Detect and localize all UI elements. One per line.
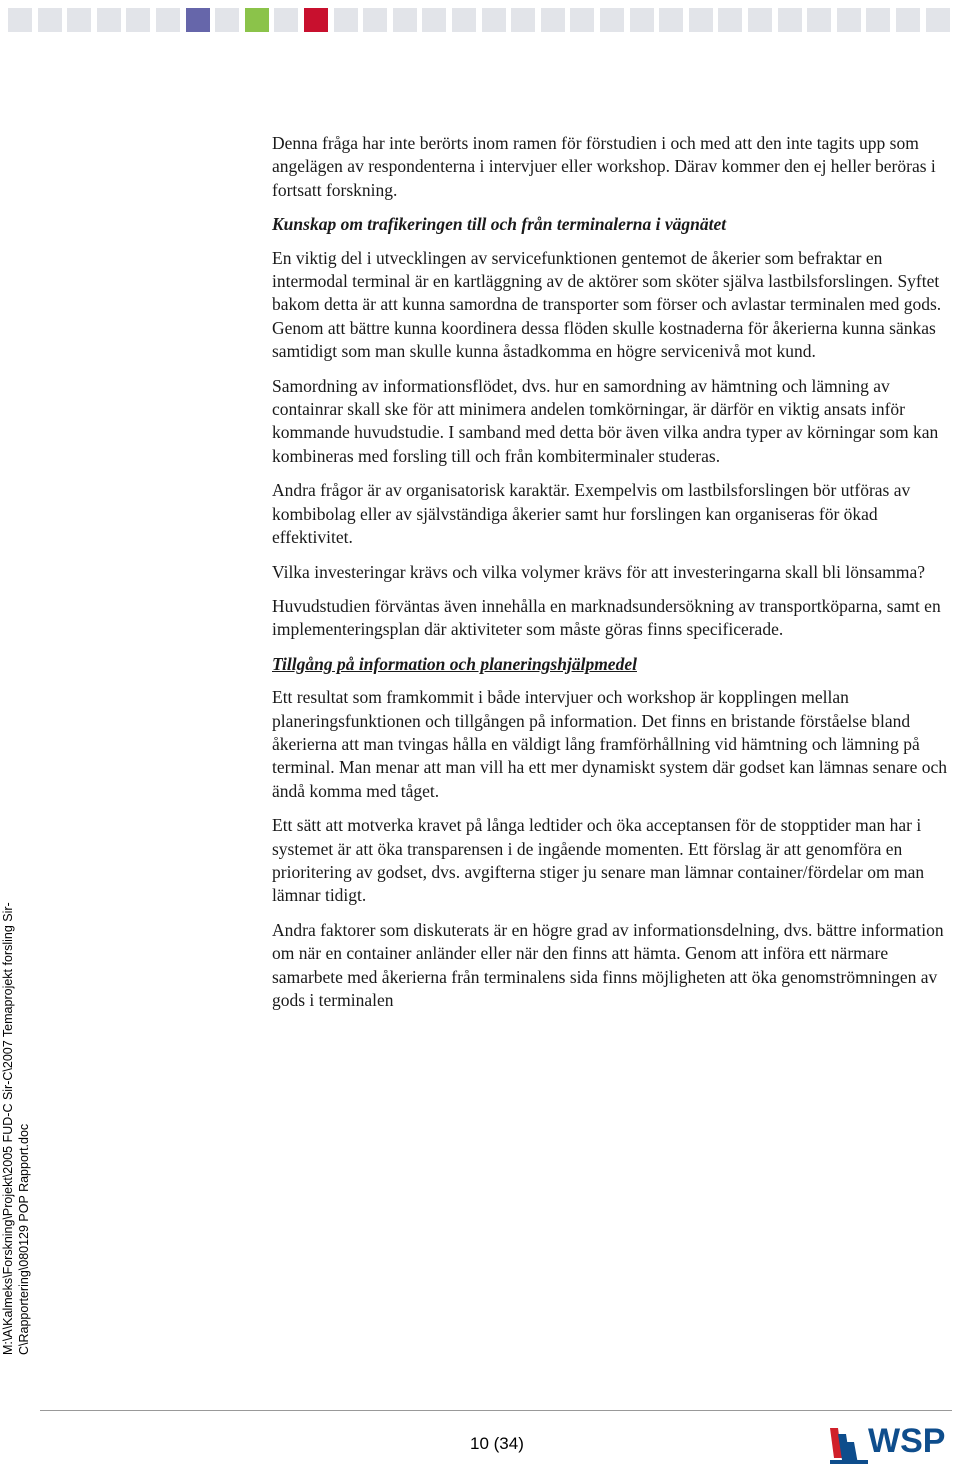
section-heading: Kunskap om trafikeringen till och från terminalerna i vägnätet bbox=[272, 214, 727, 235]
logo-text: WSP bbox=[868, 1422, 946, 1460]
section-heading: Tillgång på information och planeringshjälpmedel bbox=[272, 653, 637, 674]
paragraph: Andra faktorer som diskuterats är en högre grad av informationsdelning, dvs. bättre information om när en container anländer eller när den finns att hämta. Genom att införa ett närmare samarbete med åkerierna från terminalens sida finns möjligheten att öka genomströmningen av gods i terminalen bbox=[272, 919, 944, 1010]
header-color-square bbox=[837, 8, 861, 32]
header-color-square bbox=[748, 8, 772, 32]
header-color-square bbox=[778, 8, 802, 32]
footer-divider bbox=[40, 1410, 952, 1411]
header-color-square bbox=[866, 8, 890, 32]
header-color-square bbox=[807, 8, 831, 32]
header-color-square bbox=[452, 8, 476, 32]
header-color-square bbox=[67, 8, 91, 32]
header-color-square bbox=[97, 8, 121, 32]
header-color-square bbox=[126, 8, 150, 32]
paragraph: Denna fråga har inte berörts inom ramen för förstudien i och med att den inte tagits upp som angelägen av respondenterna i intervjuer eller workshop. Därav kommer den ej heller beröras i fortsatt forskning. bbox=[272, 133, 936, 200]
header-color-square bbox=[422, 8, 446, 32]
header-color-square bbox=[659, 8, 683, 32]
header-color-square bbox=[926, 8, 950, 32]
paragraph: Huvudstudien förväntas även innehålla en marknadsundersökning av transportköparna, samt en implementeringsplan där aktiviteter som måste göras finns specificerade. bbox=[272, 595, 941, 640]
header-color-square bbox=[570, 8, 594, 32]
paragraph: Samordning av informationsflödet, dvs. hur en samordning av hämtning och lämning av containrar skall ske för att minimera andelen tomkörningar, är därför en viktig ansats inför kommande huvudstudie. I samband med detta bör även vilka andra typer av körningar som kan kombineras med forsling till och från kombiterminaler studeras. bbox=[272, 375, 939, 466]
header-color-square bbox=[156, 8, 180, 32]
paragraph: Andra frågor är av organisatorisk karaktär. Exempelvis om lastbilsforslingen bör utföras av kombibolag eller av självständiga åkerier samt hur forslingen kan organiseras för ökad effektivitet. bbox=[272, 480, 911, 548]
header-color-square bbox=[334, 8, 358, 32]
header-color-square bbox=[215, 8, 239, 32]
wsp-logo-mark-icon bbox=[828, 1420, 872, 1466]
wsp-logo bbox=[828, 1420, 956, 1468]
header-color-square bbox=[482, 8, 506, 32]
header-color-square bbox=[600, 8, 624, 32]
header-color-square bbox=[689, 8, 713, 32]
page-number: 10 (34) bbox=[470, 1434, 524, 1453]
header-color-bar bbox=[0, 0, 960, 36]
file-path-line: M:\A\Kalmeks\Forskning\Projekt\2005 FUD-C Sir-C\2007 Temaprojekt forsling Sir- bbox=[1, 902, 15, 1355]
header-color-square bbox=[38, 8, 62, 32]
header-color-square bbox=[896, 8, 920, 32]
header-color-square bbox=[274, 8, 298, 32]
paragraph: Ett sätt att motverka kravet på långa ledtider och öka acceptansen för de stopptider man har i systemet är att öka transparensen i de ingående momenten. Ett förslag är att genomföra en prioritering av godset, dvs. avgifterna stiger ju senare man lämnar container/fördelar om man lämnar tidigt. bbox=[272, 815, 925, 906]
header-color-square bbox=[718, 8, 742, 32]
header-color-square bbox=[630, 8, 654, 32]
header-color-square bbox=[8, 8, 32, 32]
header-color-square bbox=[186, 8, 210, 32]
file-path-margin-note bbox=[0, 902, 32, 1355]
paragraph: En viktig del i utvecklingen av servicefunktionen gentemot de åkerier som befraktar en intermodal terminal är en kartläggning av de aktörer som sköter själva lastbilsforslingen. Syftet bakom detta är att kunna samordna de transporter som förser och avlastar terminalen med gods. Genom att bättre kunna koordinera dessa flöden skulle kostnaderna för åkerierna kunna sänkas samtidigt som man skulle kunna åstadkomma en högre servicenivå mot kund. bbox=[272, 247, 942, 362]
file-path-line: C\Rapportering\080129 POP Rapport.doc bbox=[17, 1123, 31, 1355]
header-color-square bbox=[541, 8, 565, 32]
document-body bbox=[272, 132, 950, 1023]
header-color-square bbox=[393, 8, 417, 32]
header-color-square bbox=[511, 8, 535, 32]
paragraph: Ett resultat som framkommit i både intervjuer och workshop är kopplingen mellan planeringsfunktionen och tillgången på information. Det finns en bristande förståelse bland åkerierna att man tvingas hålla en väldigt lång framförhållning vid hämtning och lämning på terminal. Man menar att man vill ha ett mer dynamiskt system där godset kan lämnas senare och ändå komma med tåget. bbox=[272, 687, 948, 801]
header-color-square bbox=[304, 8, 328, 32]
paragraph: Vilka investeringar krävs och vilka volymer krävs för att investeringarna skall bli lönsamma? bbox=[272, 561, 926, 582]
header-color-square bbox=[363, 8, 387, 32]
header-color-square bbox=[245, 8, 269, 32]
